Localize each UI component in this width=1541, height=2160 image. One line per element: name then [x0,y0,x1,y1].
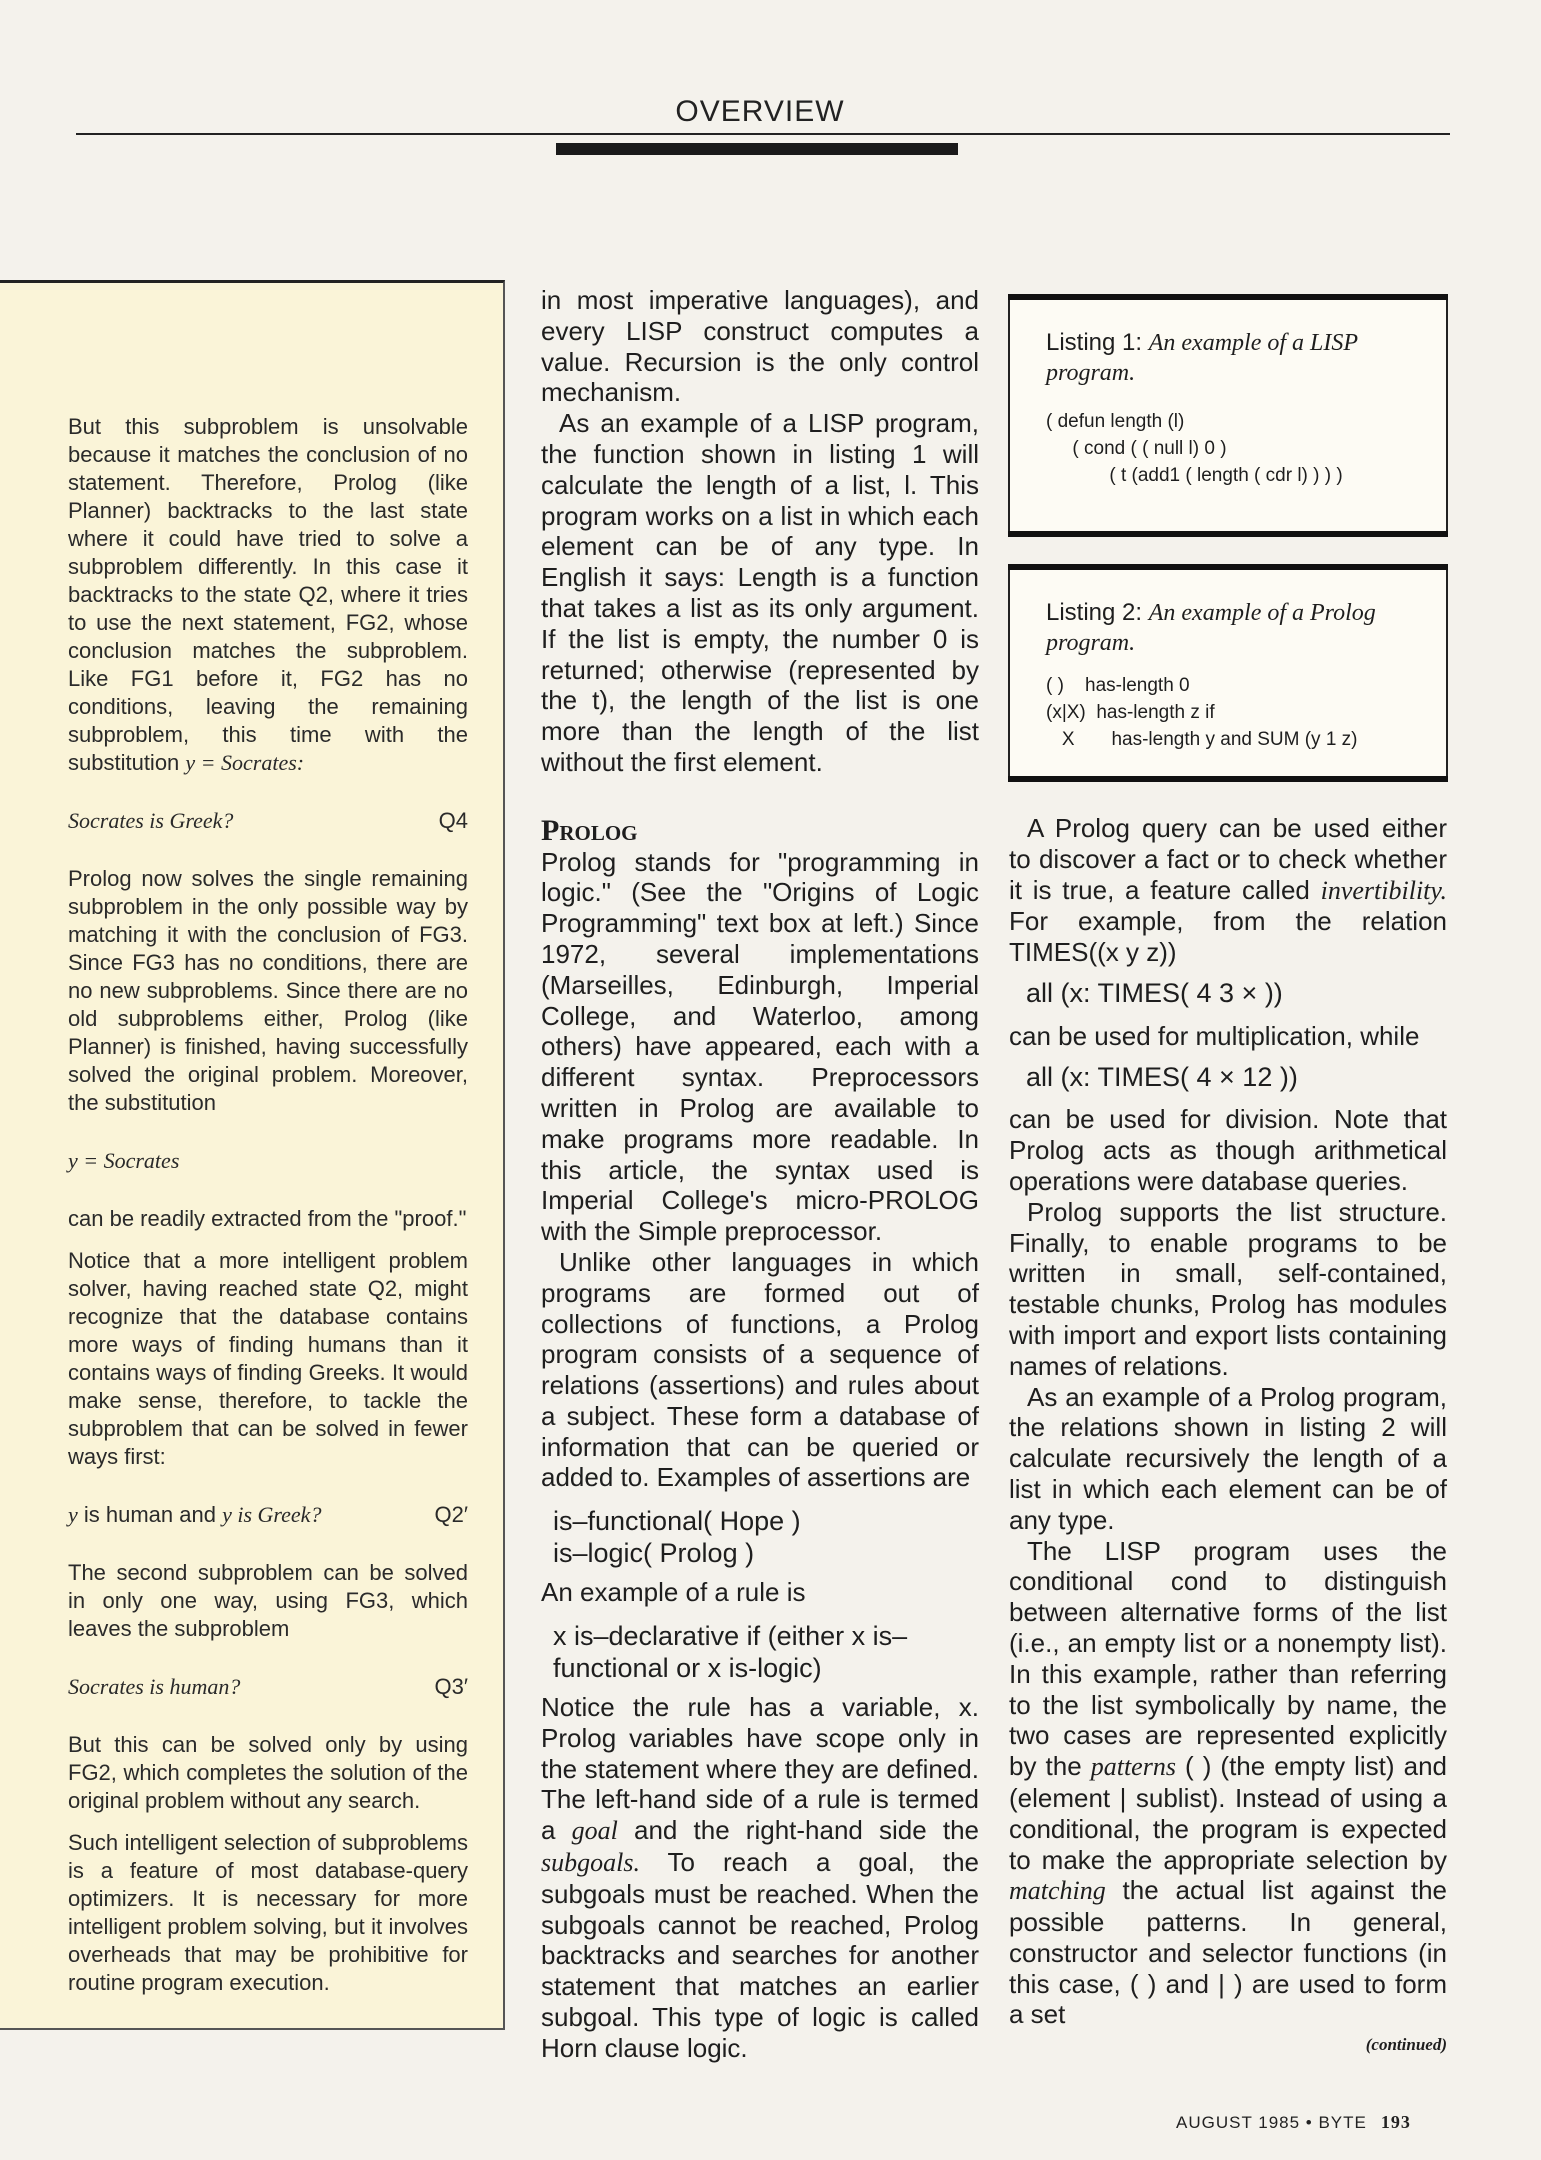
footer-date: AUGUST 1985 • BYTE [1176,2113,1367,2132]
body-paragraph: A Prolog query can be used either to discover a fact or to check whether it is true, a feature called invertibility. For example, from the relation TIMES((x y z)) [1009,813,1447,968]
section-header: OVERVIEW [675,95,845,128]
listing-rule [1008,776,1448,782]
sidebar-box [0,280,505,2030]
sidebar-paragraph: Notice that a more intelligent problem solver, having reached state Q2, might recognize that the database contains more ways of finding humans than it contains ways of finding Greeks. It would make sense, therefore, to tackle the subproblem that can be solved in fewer ways first: [68,1248,468,1469]
body-paragraph: can be used for division. Note that Prolog acts as though arithmetical operations were database queries. [1009,1104,1447,1196]
section-heading-prolog: Prolog [541,813,638,847]
header-rule [76,133,1450,135]
formula-q4: Socrates is Greek? Q4 [68,808,468,833]
formula-q2prime: y is human and y is Greek? Q2′ [68,1502,468,1527]
sidebar-paragraph: can be readily extracted from the "proof." [68,1206,467,1231]
column-middle [541,285,979,2064]
continued-marker: (continued) [1365,2035,1447,2055]
formula-substitution: y = Socrates [68,1148,180,1173]
body-paragraph: Prolog supports the list structure. Finally, to enable programs to be written in small, self-contained, testable chunks, Prolog has modules with import and export lists containing names of relations. [1009,1196,1447,1381]
code-rule-example: x is–declarative if (either x is–functional or x is-logic) [553,1621,908,1684]
body-paragraph: As an example of a Prolog program, the relations shown in listing 2 will calculate recursively the length of a list in which each element can be of any type. [1009,1381,1447,1535]
listing-2-title: Listing 2: An example of a Prolog program. [1046,599,1376,656]
sidebar-paragraph: Prolog now solves the single remaining subproblem in the only possible way by matching it with the conclusion of FG3. Since FG3 has no conditions, there are no new subproblems. Since there are no old subproblems either, Prolog (like Planner) is finished, having successfully solved the original problem. Moreover, the substitution [68,866,468,1115]
sidebar-paragraph: But this can be solved only by using FG2, which completes the solution of the original problem without any search. [68,1732,468,1813]
header-bar [556,143,958,155]
code-example: is–functional( Hope ) is–logic( Prolog ) [553,1506,801,1569]
listing-rule [1008,294,1448,300]
page-number: 193 [1380,2112,1411,2132]
listing-2-code: ( ) has-length 0 (x|X) has-length z if X has-length y and SUM (y 1 z) [1046,675,1358,750]
body-paragraph: Unlike other languages in which programs are formed out of collections of functions, a Prolog program consists of a sequence of relations (assertions) and rules about a subject. These form a database of information that can be queried or added to. Examples of assertions are [541,1246,979,1493]
sidebar-paragraph: Such intelligent selection of subproblems is a feature of most database-query optimizers. It is necessary for more intelligent problem solving, but it involves overheads that may be prohibitive for routine program execution. [68,1830,468,1995]
listing-rule [1008,564,1448,570]
body-paragraph: Notice the rule has a variable, x. Prolog variables have scope only in the statement where they are defined. The left-hand side of a rule is termed a goal and the right-hand side the subgoals. To reach a goal, the subgoals must be reached. When the subgoals cannot be reached, Prolog backtracks and searches for another statement that matches an earlier subgoal. This type of logic is called Horn clause logic. [541,1692,979,2063]
sidebar-text [68,413,468,2011]
body-paragraph: in most imperative languages), and every LISP construct computes a value. Recursion is the only control mechanism. [541,285,979,408]
body-paragraph: As an example of a LISP program, the function shown in listing 1 will calculate the length of a list, l. This program works on a list in which each element can be of any type. In English it says: Length is a function that takes a list as its only argument. If the list is empty, the number 0 is returned; otherwise (represented by the t), the length of the list is one more than the length of the list without the first element. [541,408,979,777]
body-paragraph: can be used for multiplication, while [1009,1020,1420,1051]
body-paragraph: Prolog stands for "programming in logic." (See the "Origins of Logic Programming" text box at left.) Since 1972, several implementations (Marseilles, Edinburgh, Imperial College, and Waterloo, among others) have appeared, each with a different syntax. Preprocessors written in Prolog are available to make programs more readable. In this article, the syntax used is Imperial College's micro-PROLOG with the Simple preprocessor. [541,846,979,1247]
column-right [1009,813,1447,2061]
listing-1-box [1008,298,1448,533]
sidebar-paragraph: But this subproblem is unsolvable because it matches the conclusion of no statement. Therefore, Prolog (like Planner) backtracks to the last state where it could have tried to solve a subproblem differently. In this case it backtracks to the state Q2, where it tries to use the next statement, FG2, whose conclusion matches the subproblem. Like FG1 before it, FG2 has no conditions, leaving the remaining subproblem, this time with the substitution y = Socrates: [68,414,468,775]
query-division: all (x: TIMES( 4 × 12 )) [1026,1061,1298,1092]
query-multiplication: all (x: TIMES( 4 3 × )) [1026,977,1283,1008]
listing-2-box [1008,568,1448,778]
body-paragraph: The LISP program uses the conditional cond to distinguish between alternative forms of the list (i.e., an empty list or a nonempty list). In this example, rather than referring to the list symbolically by name, the two cases are represented explicitly by the patterns ( ) (the empty list) and (element | sublist). Instead of using a conditional, the program is expected to make the appropriate selection by matching the actual list against the possible patterns. In general, constructor and selector functions (in this case, ( ) and | ) are used to form a set [1009,1535,1447,2030]
listing-rule [1008,531,1448,537]
formula-q3prime: Socrates is human? Q3′ [68,1674,468,1699]
body-paragraph: An example of a rule is [541,1577,806,1608]
page-footer [1176,2112,1411,2133]
listing-1-code: ( defun length (l) ( cond ( ( null l) 0 ) ( t (add1 ( length ( cdr l) ) ) ) [1046,411,1343,486]
listing-1-title: Listing 1: An example of a LISP program. [1046,329,1358,386]
sidebar-paragraph: The second subproblem can be solved in only one way, using FG3, which leaves the subproblem [68,1560,468,1641]
